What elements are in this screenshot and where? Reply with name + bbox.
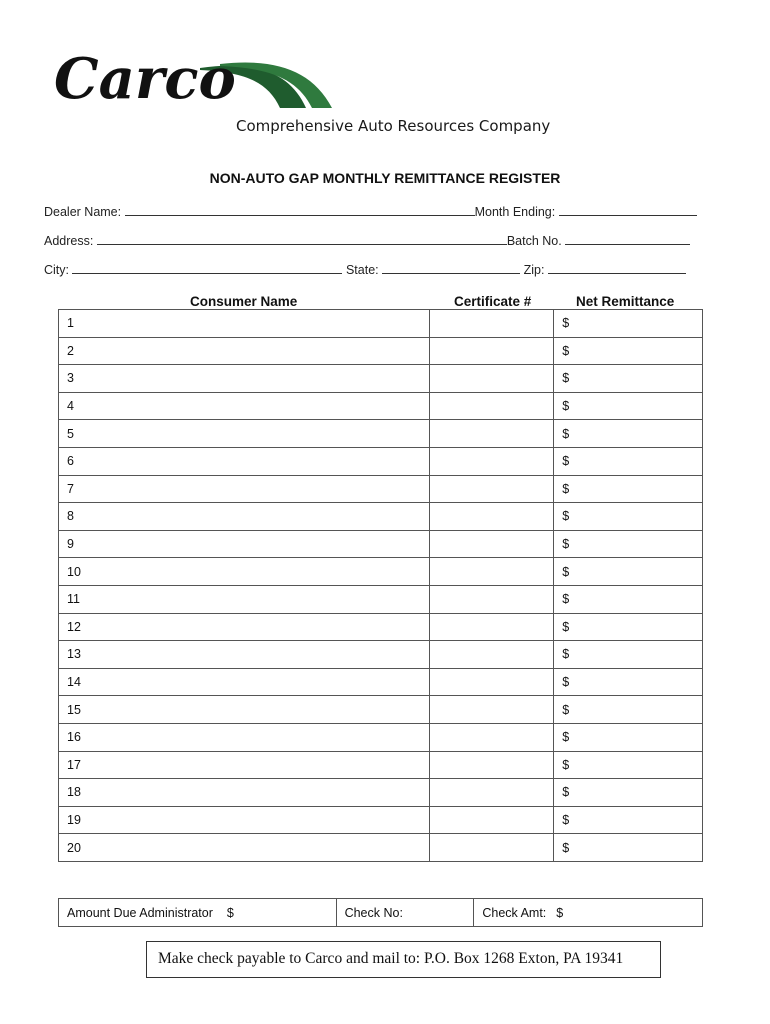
row-number: 8	[67, 509, 74, 524]
consumer-name-cell[interactable]	[59, 696, 430, 724]
table-row	[59, 696, 703, 724]
net-remittance-header: Net Remittance	[576, 294, 675, 309]
certificate-cell[interactable]	[430, 613, 554, 641]
table-row	[59, 503, 703, 531]
consumer-name-cell[interactable]	[59, 447, 430, 475]
currency-sign: $	[562, 675, 570, 690]
certificate-cell[interactable]	[430, 310, 554, 338]
consumer-name-cell[interactable]	[59, 641, 430, 669]
certificate-cell[interactable]	[430, 365, 554, 393]
net-remittance-cell[interactable]	[554, 447, 703, 475]
table-row	[59, 668, 703, 696]
table-row	[59, 447, 703, 475]
currency-sign: $	[562, 454, 570, 469]
currency-sign: $	[562, 481, 570, 496]
amount-due-table	[58, 898, 703, 927]
table-row	[59, 337, 703, 365]
net-remittance-cell[interactable]	[554, 585, 703, 613]
currency-sign: $	[562, 426, 570, 441]
certificate-header: Certificate #	[454, 294, 532, 309]
row-number: 11	[67, 592, 80, 607]
consumer-name-cell[interactable]	[59, 365, 430, 393]
table-row	[59, 806, 703, 834]
certificate-cell[interactable]	[430, 641, 554, 669]
city-label: City:	[44, 263, 69, 277]
row-number: 4	[67, 399, 74, 414]
month-ending-label: Month Ending:	[474, 205, 556, 219]
certificate-cell[interactable]	[430, 420, 554, 448]
row-number: 5	[67, 426, 74, 441]
logo-wordmark: Carco	[54, 46, 236, 112]
net-remittance-cell[interactable]	[554, 530, 703, 558]
remittance-table	[58, 309, 703, 862]
net-remittance-cell[interactable]	[554, 613, 703, 641]
net-remittance-cell[interactable]	[554, 668, 703, 696]
consumer-name-cell[interactable]	[59, 834, 430, 862]
currency-sign: $	[562, 702, 570, 717]
address-field[interactable]	[44, 234, 690, 248]
city-state-zip-field[interactable]	[44, 263, 686, 277]
currency-sign: $	[562, 785, 570, 800]
currency-sign: $	[562, 840, 570, 855]
table-row	[59, 420, 703, 448]
consumer-name-cell[interactable]	[59, 392, 430, 420]
net-remittance-cell[interactable]	[554, 558, 703, 586]
form-title: NON-AUTO GAP MONTHLY REMITTANCE REGISTER	[209, 170, 561, 186]
certificate-cell[interactable]	[430, 806, 554, 834]
currency-sign: $	[562, 619, 570, 634]
currency-sign: $	[562, 343, 570, 358]
currency-sign: $	[562, 509, 570, 524]
check-no-label: Check No:	[344, 905, 403, 920]
check-amt-label: Check Amt:	[482, 905, 547, 920]
row-number: 9	[67, 537, 74, 552]
net-remittance-cell[interactable]	[554, 420, 703, 448]
net-remittance-cell[interactable]	[554, 310, 703, 338]
net-remittance-cell[interactable]	[554, 696, 703, 724]
consumer-name-cell[interactable]	[59, 530, 430, 558]
certificate-cell[interactable]	[430, 668, 554, 696]
logo-swoosh-icon	[50, 40, 520, 120]
row-number: 15	[67, 702, 81, 717]
table-row	[59, 585, 703, 613]
table-row	[59, 641, 703, 669]
certificate-cell[interactable]	[430, 475, 554, 503]
table-row	[59, 365, 703, 393]
zip-label: Zip:	[523, 263, 545, 277]
consumer-name-cell[interactable]	[59, 779, 430, 807]
table-row	[59, 751, 703, 779]
certificate-cell[interactable]	[430, 392, 554, 420]
net-remittance-cell[interactable]	[554, 806, 703, 834]
table-row	[59, 613, 703, 641]
net-remittance-cell[interactable]	[554, 723, 703, 751]
row-number: 13	[67, 647, 81, 662]
state-label: State:	[345, 263, 379, 277]
row-number: 17	[67, 757, 81, 772]
certificate-cell[interactable]	[430, 723, 554, 751]
net-remittance-cell[interactable]	[554, 392, 703, 420]
row-number: 14	[67, 675, 81, 690]
consumer-name-cell[interactable]	[59, 806, 430, 834]
currency-sign: $	[562, 757, 570, 772]
currency-sign: $	[556, 905, 564, 920]
certificate-cell[interactable]	[430, 337, 554, 365]
row-number: 6	[67, 454, 74, 469]
net-remittance-cell[interactable]	[554, 779, 703, 807]
dealer-name-field[interactable]	[44, 205, 697, 219]
address-label: Address:	[44, 234, 94, 248]
certificate-cell[interactable]	[430, 696, 554, 724]
batch-no-label: Batch No.	[506, 234, 562, 248]
consumer-name-cell[interactable]	[59, 723, 430, 751]
row-number: 19	[67, 812, 81, 827]
net-remittance-cell[interactable]	[554, 751, 703, 779]
certificate-cell[interactable]	[430, 530, 554, 558]
currency-sign: $	[562, 812, 570, 827]
row-number: 3	[67, 371, 74, 386]
table-row	[59, 723, 703, 751]
consumer-name-cell[interactable]	[59, 475, 430, 503]
consumer-name-header: Consumer Name	[190, 294, 298, 309]
currency-sign: $	[562, 399, 570, 414]
net-remittance-cell[interactable]	[554, 365, 703, 393]
table-row	[59, 310, 703, 338]
table-row	[59, 530, 703, 558]
currency-sign: $	[562, 537, 570, 552]
row-number: 20	[67, 840, 81, 855]
table-row	[59, 558, 703, 586]
consumer-name-cell[interactable]	[59, 420, 430, 448]
certificate-cell[interactable]	[430, 503, 554, 531]
net-remittance-cell[interactable]	[554, 641, 703, 669]
row-number: 7	[67, 481, 74, 496]
company-tagline: Comprehensive Auto Resources Company	[236, 117, 551, 135]
row-number: 16	[67, 730, 81, 745]
net-remittance-cell[interactable]	[554, 503, 703, 531]
consumer-name-cell[interactable]	[59, 337, 430, 365]
currency-sign: $	[562, 371, 570, 386]
net-remittance-cell[interactable]	[554, 834, 703, 862]
consumer-name-cell[interactable]	[59, 751, 430, 779]
dealer-name-label: Dealer Name:	[44, 205, 122, 219]
certificate-cell[interactable]	[430, 558, 554, 586]
currency-sign: $	[562, 730, 570, 745]
amount-due-cell[interactable]	[59, 899, 337, 927]
amount-due-label: Amount Due Administrator	[67, 905, 213, 920]
consumer-name-cell[interactable]	[59, 668, 430, 696]
consumer-name-cell[interactable]	[59, 613, 430, 641]
table-row	[59, 779, 703, 807]
row-number: 1	[67, 316, 74, 331]
net-remittance-cell[interactable]	[554, 337, 703, 365]
mailing-instructions: Make check payable to Carco and mail to: P.O. Box 1268 Exton, PA 19341	[146, 941, 661, 978]
certificate-cell[interactable]	[430, 585, 554, 613]
row-number: 12	[67, 619, 81, 634]
table-row	[59, 392, 703, 420]
certificate-cell[interactable]	[430, 447, 554, 475]
table-row	[59, 475, 703, 503]
consumer-name-cell[interactable]	[59, 585, 430, 613]
currency-sign: $	[562, 316, 570, 331]
currency-sign: $	[562, 564, 570, 579]
table-row	[59, 834, 703, 862]
row-number: 10	[67, 564, 81, 579]
row-number: 18	[67, 785, 81, 800]
check-amt-cell[interactable]	[474, 899, 703, 927]
consumer-name-cell[interactable]	[59, 558, 430, 586]
currency-sign: $	[562, 647, 570, 662]
certificate-cell[interactable]	[430, 834, 554, 862]
consumer-name-cell[interactable]	[59, 503, 430, 531]
net-remittance-cell[interactable]	[554, 475, 703, 503]
row-number: 2	[67, 343, 74, 358]
check-no-cell[interactable]	[336, 899, 474, 927]
certificate-cell[interactable]	[430, 751, 554, 779]
currency-sign: $	[562, 592, 570, 607]
currency-sign: $	[226, 905, 234, 920]
certificate-cell[interactable]	[430, 779, 554, 807]
consumer-name-cell[interactable]	[59, 310, 430, 338]
